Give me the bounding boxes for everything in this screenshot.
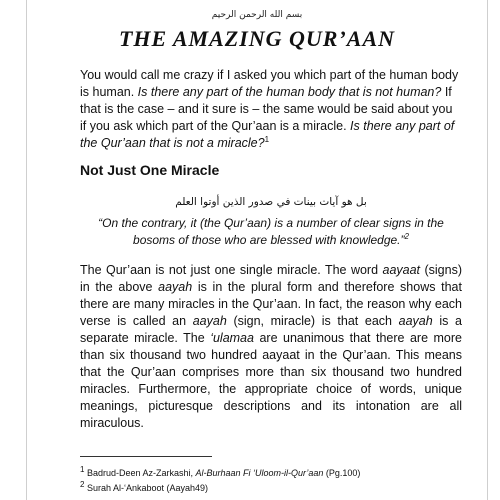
footnote-number-2: 2 <box>80 480 85 489</box>
quote-text: “On the contrary, it (the Qur’aan) is a number of clear signs in the bosoms of those who are blessed with knowledge.” <box>98 216 444 247</box>
term-ulamaa: ‘ulamaa <box>210 331 254 345</box>
footnote-divider <box>80 456 212 457</box>
term-aayaat: aayaat <box>382 263 421 277</box>
footnote-2-text: Surah Al-‘Ankaboot (Aayah49) <box>84 483 209 493</box>
section-heading: Not Just One Miracle <box>80 162 220 178</box>
body-text-2: (signs) in the above <box>80 263 462 294</box>
footnote-1-book: Al-Burhaan Fi ‘Uloom-il-Qur’aan <box>195 468 324 478</box>
document-page <box>26 0 488 500</box>
footnote-1 <box>80 465 361 479</box>
footnote-1-text: Badrud-Deen Az-Zarkashi, <box>84 468 196 478</box>
footnote-2 <box>80 480 209 494</box>
term-aayah-1: aayah <box>158 280 193 294</box>
intro-question-2: Is there any part of the Qur’aan that is not a miracle? <box>80 119 455 150</box>
intro-sentence-1: You would call me crazy if I asked you which part of the human body is human. <box>80 68 459 99</box>
term-aayah-3: aayah <box>398 314 433 328</box>
body-text-3: is in the plural form and therefore shows that there are many miracles in the Qur’aan. In fact, the reason why each verse is called an <box>80 280 462 328</box>
footnote-ref-2[interactable]: 2 <box>404 232 409 241</box>
footnote-1-page: (Pg.100) <box>323 468 361 478</box>
footnote-number-1: 1 <box>80 465 85 474</box>
intro-sentence-3: If that is the case – and it sure is – the same would be said about you if you ask which part of the Qur’aan is a miracle. <box>80 85 453 133</box>
term-aayah-2: aayah <box>192 314 227 328</box>
body-text-5: is a separate miracle. The <box>80 314 462 345</box>
footnote-ref-1[interactable]: 1 <box>264 134 270 144</box>
intro-paragraph <box>80 67 462 152</box>
intro-question-1: Is there any part of the human body that is not human? <box>137 85 442 99</box>
body-text-1: The Qur’aan is not just one single miracle. The word <box>80 263 383 277</box>
body-text-4: (sign, miracle) is that each <box>226 314 399 328</box>
page-title: THE AMAZING QUR’AAN <box>118 26 396 51</box>
bismillah-header: بسم الله الرحمن الرحيم <box>211 10 303 20</box>
body-paragraph <box>80 262 462 432</box>
verse-translation <box>98 215 444 249</box>
arabic-verse: بل هو آيات بينات في صدور الذين أوتوا العلم <box>175 196 367 208</box>
body-text-6: are unanimous that there are more than six thousand two hundred aayaat in the Qur’aan. This means that the Qur’aan comprises more than six thousand two hundred miracles. Furthermore, the appropriate choice of words, unique meanings, picturesque descriptions and its intonation are all miraculous. <box>80 331 462 430</box>
